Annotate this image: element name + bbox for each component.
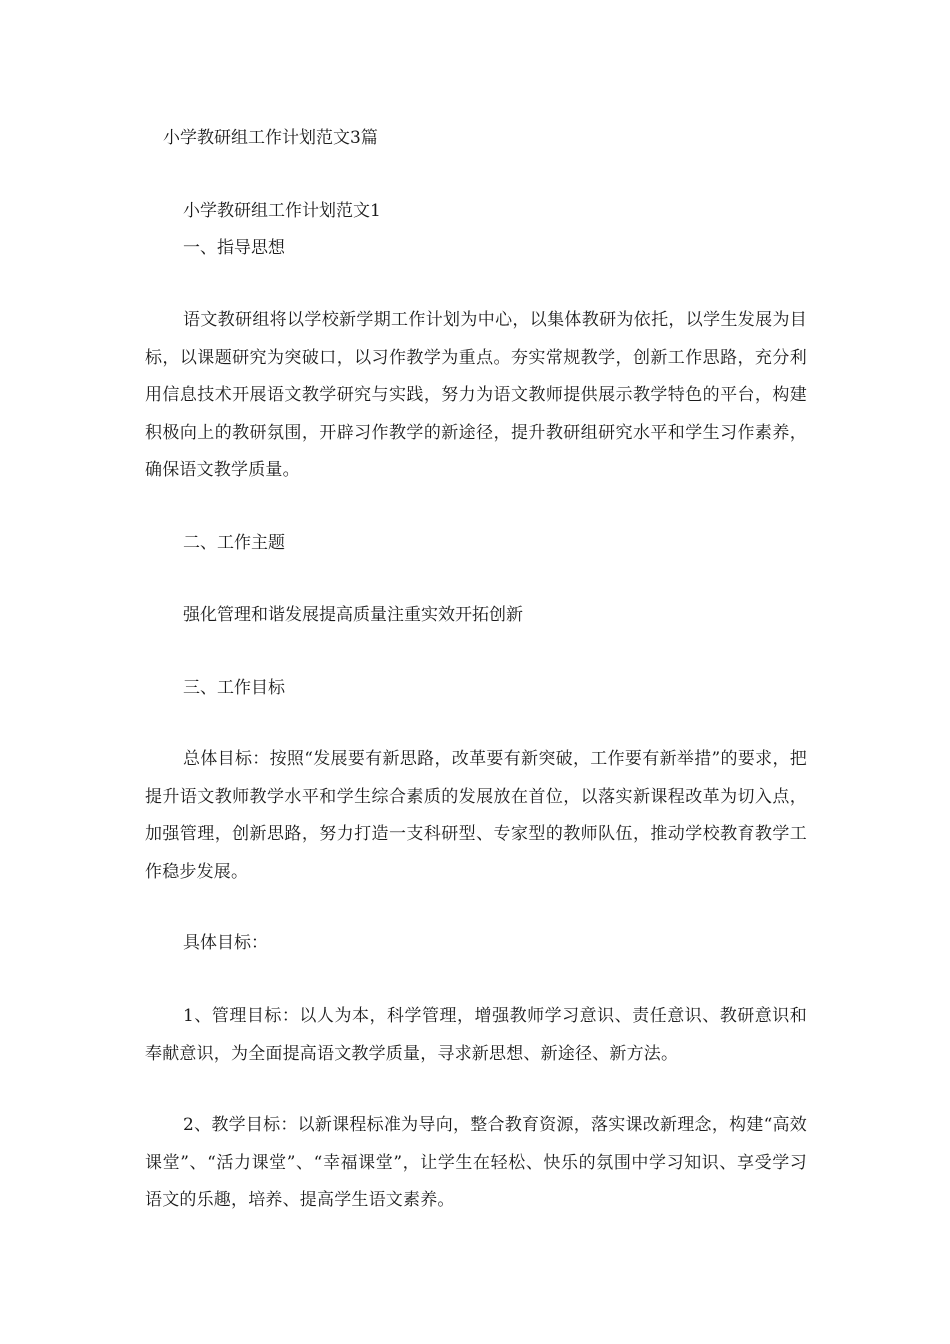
paragraph-goal-management: 1、管理目标：以人为本，科学管理，增强教师学习意识、责任意识、教研意识和奉献意识，为全面提高语文教学质量，寻求新思想、新途径、新方法。 (145, 1006, 807, 1064)
paragraph-overall-goal: 总体目标：按照“发展要有新思路，改革要有新突破，工作要有新举措”的要求，把提升语文教师教学水平和学生综合素质的发展放在首位，以落实新课程改革为切入点，加强管理，创新思路，努力打造一支科研型、专家型的教师队伍，推动学校教育教学工作稳步发展。 (145, 749, 807, 882)
paragraph-goal-teaching: 2、教学目标：以新课程标准为导向，整合教育资源，落实课改新理念，构建“高效课堂”、“活力课堂”、“幸福课堂”，让学生在轻松、快乐的氛围中学习知识、享受学习语文的乐趣，培养、提高学生语文素养。 (145, 1115, 807, 1210)
document-title: 小学教研组工作计划范文3篇 (163, 128, 378, 148)
paragraph-guiding-thought: 语文教研组将以学校新学期工作计划为中心，以集体教研为依托，以学生发展为目标，以课题研究为突破口，以习作教学为重点。夯实常规教学，创新工作思路，充分利用信息技术开展语文教学研究与实践，努力为语文教师提供展示教学特色的平台，构建积极向上的教研氛围，开辟习作教学的新途径，提升教研组研究水平和学生习作素养，确保语文教学质量。 (145, 310, 807, 480)
section-heading-work-goals: 三、工作目标 (183, 678, 285, 698)
paragraph-work-theme: 强化管理和谐发展提高质量注重实效开拓创新 (183, 605, 523, 625)
specific-goals-label: 具体目标： (183, 933, 268, 953)
section-heading-work-theme: 二、工作主题 (183, 533, 285, 553)
section-heading-guiding-thought: 一、指导思想 (183, 238, 285, 258)
document-subtitle: 小学教研组工作计划范文1 (183, 201, 381, 221)
